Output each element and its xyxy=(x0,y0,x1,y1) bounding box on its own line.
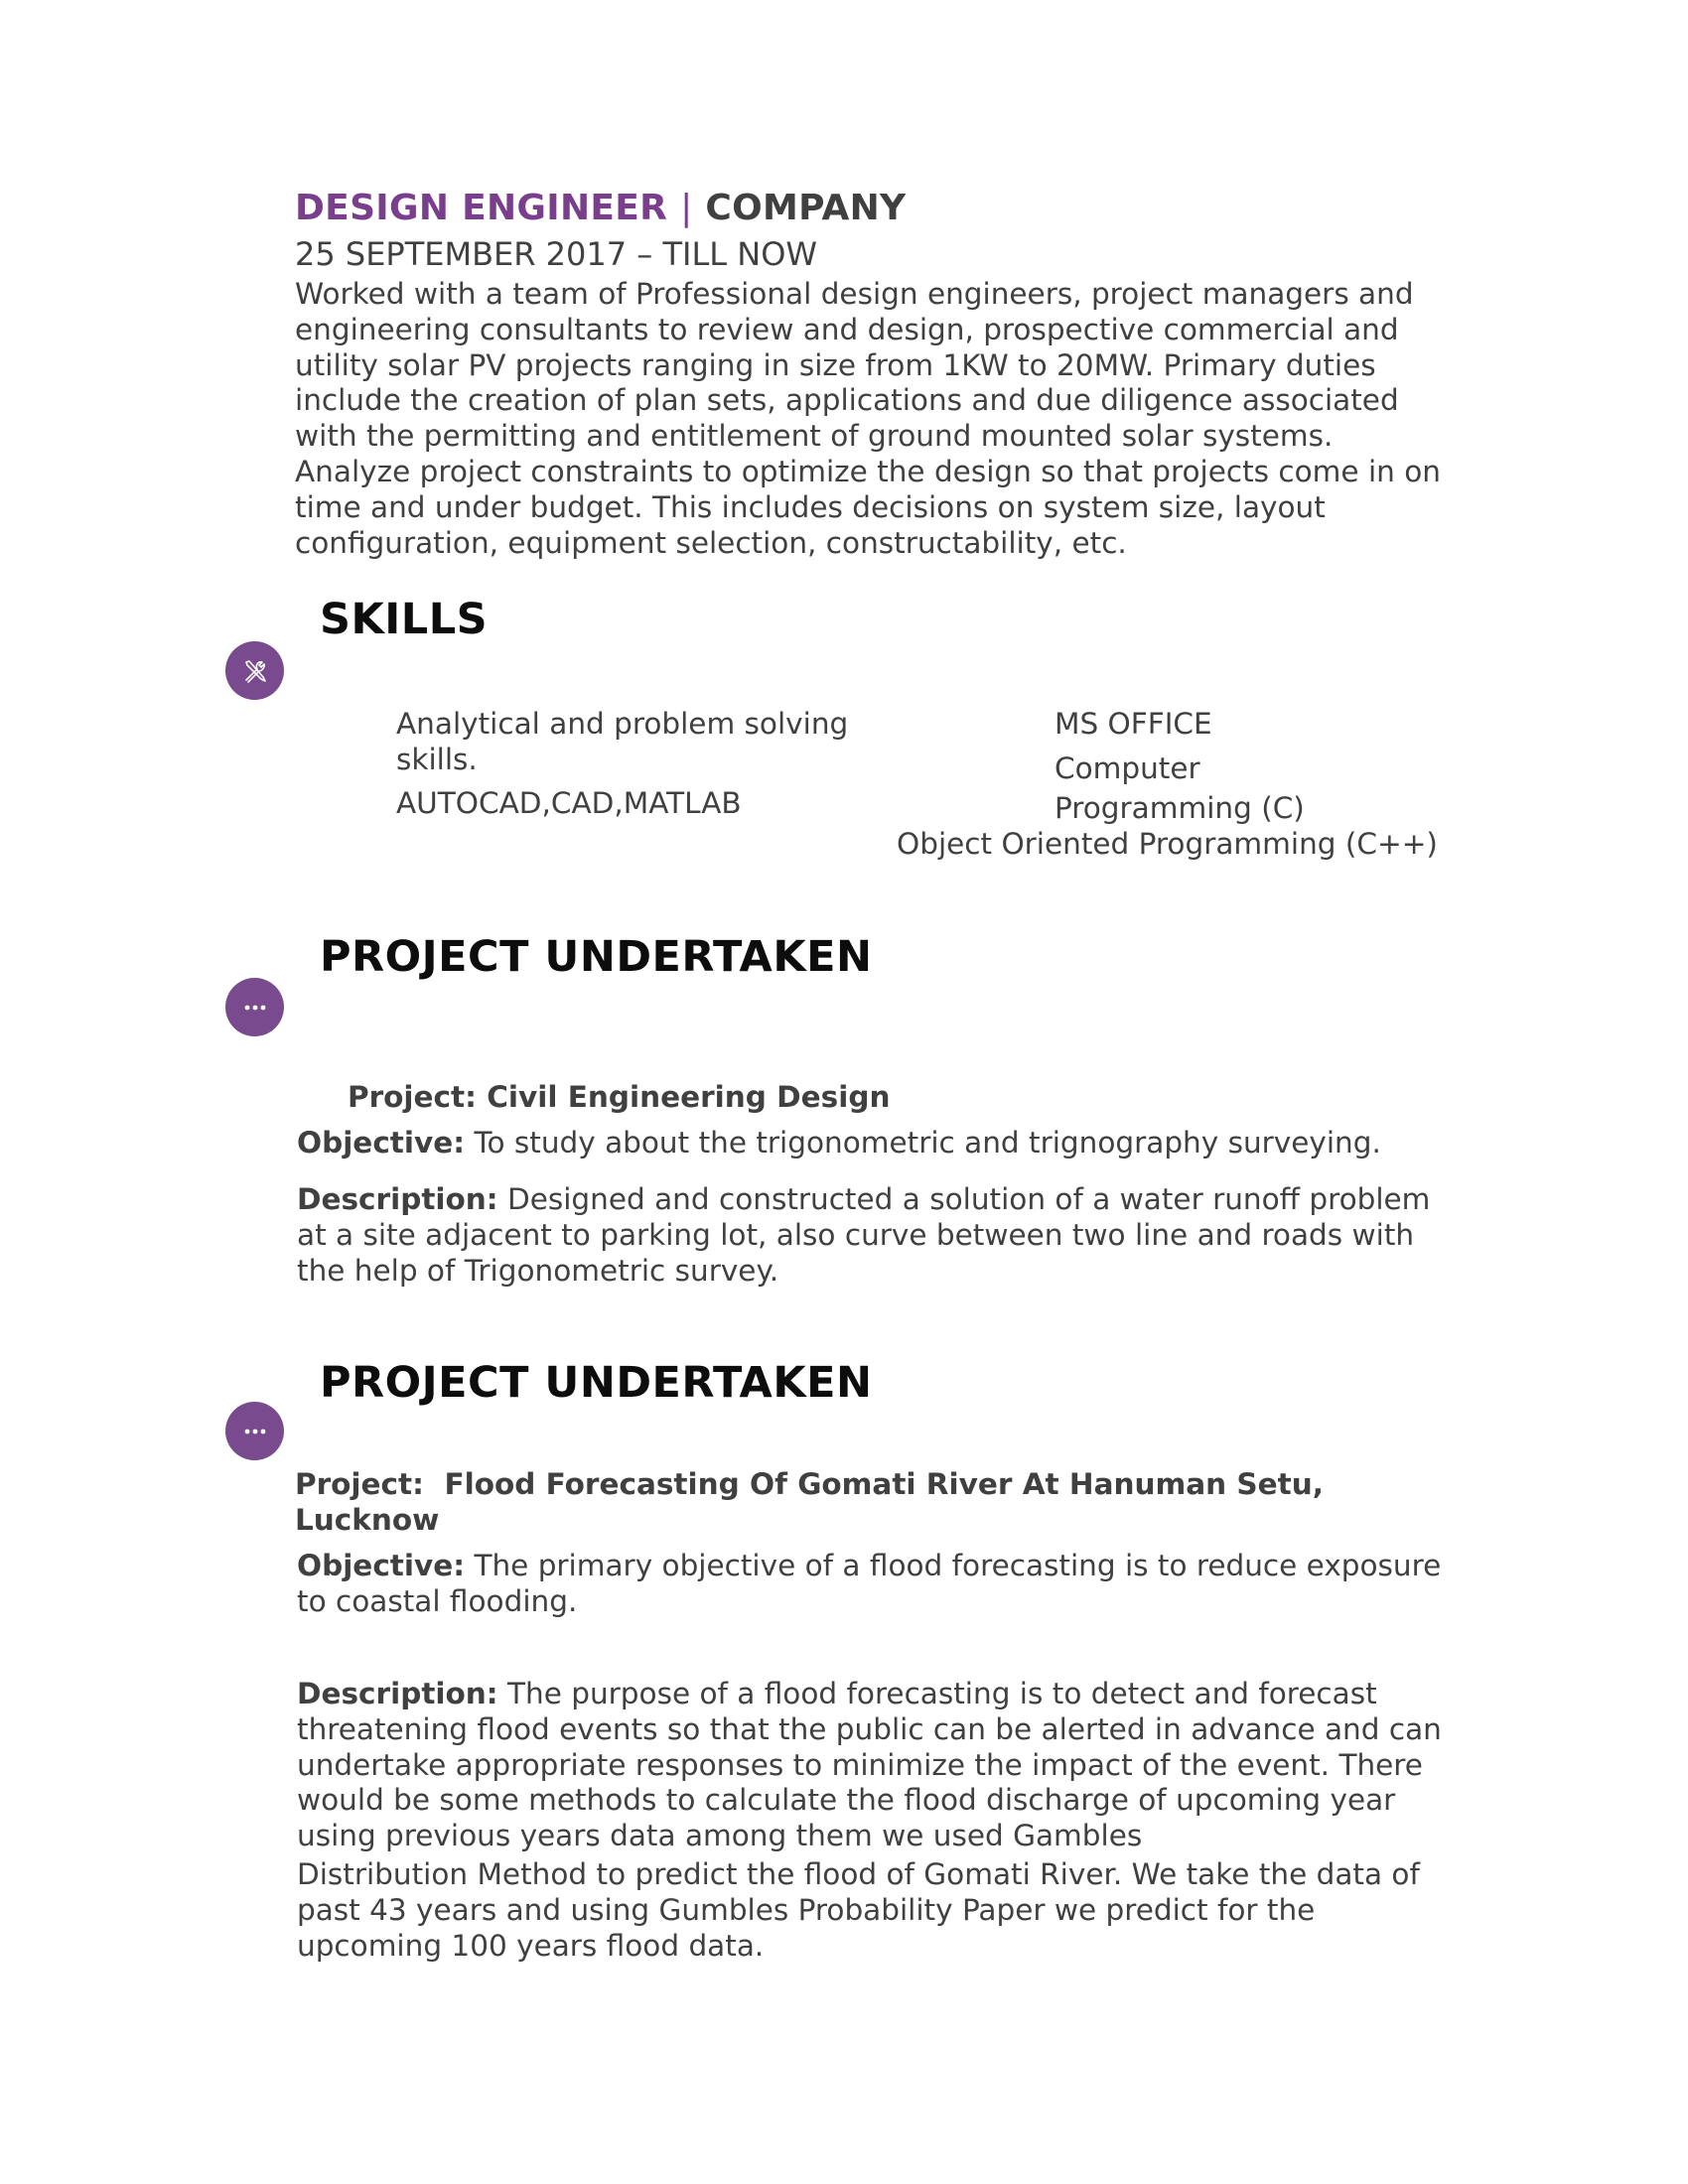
project-title-label: Project: xyxy=(348,1080,477,1114)
company-name: COMPANY xyxy=(705,188,907,228)
project-description xyxy=(297,1677,1442,1854)
project-title-value: Lucknow xyxy=(295,1502,440,1537)
skill-item: skills. xyxy=(396,743,478,776)
skills-heading: SKILLS xyxy=(320,595,489,644)
description-line: upcoming 100 years flood data. xyxy=(297,1928,765,1963)
tools-icon xyxy=(225,641,284,700)
job-description-line: time and under budget. This includes decisions on system size, layout xyxy=(295,489,1326,524)
objective-label: Objective: xyxy=(297,1126,466,1160)
description-line: undertake appropriate responses to minimize the impact of the event. There xyxy=(297,1747,1423,1782)
project-objective xyxy=(297,1549,1441,1620)
project-heading: PROJECT UNDERTAKEN xyxy=(320,932,873,982)
project-title-label: Project: xyxy=(295,1467,424,1501)
project-description xyxy=(297,1182,1430,1289)
job-description-line: configuration, equipment selection, constructability, etc. xyxy=(295,525,1127,560)
job-description-line: Worked with a team of Professional design engineers, project managers and xyxy=(295,277,1414,311)
more-dots-icon xyxy=(225,1402,284,1460)
project-description-continued xyxy=(297,1857,1420,1964)
objective-text: To study about the trigonometric and trignography surveying. xyxy=(474,1126,1381,1160)
job-description-line: Analyze project constraints to optimize the design so that projects come in on xyxy=(295,454,1441,488)
job-description-line: engineering consultants to review and design, prospective commercial and xyxy=(295,312,1399,346)
description-line: the help of Trigonometric survey. xyxy=(297,1253,779,1288)
description-label: Description: xyxy=(297,1677,498,1710)
objective-text: to coastal flooding. xyxy=(297,1583,578,1618)
project-title xyxy=(348,1080,890,1116)
title-separator: | xyxy=(680,188,693,228)
description-line: past 43 years and using Gumbles Probability Paper we predict for the xyxy=(297,1892,1316,1927)
project-title xyxy=(295,1467,1324,1539)
objective-text: The primary objective of a flood forecasting is to reduce exposure xyxy=(474,1549,1442,1582)
project-title-value: Flood Forecasting Of Gomati River At Hanuman Setu, xyxy=(444,1467,1324,1501)
job-dates: 25 SEPTEMBER 2017 – TILL NOW xyxy=(295,235,818,273)
skill-item: Programming (C) xyxy=(1055,791,1305,825)
skill-item: Computer xyxy=(1055,751,1200,785)
skill-item: AUTOCAD,CAD,MATLAB xyxy=(396,786,742,820)
description-line: would be some methods to calculate the flood discharge of upcoming year xyxy=(297,1783,1396,1818)
description-line: The purpose of a flood forecasting is to detect and forecast xyxy=(507,1677,1377,1710)
description-line: using previous years data among them we used Gambles xyxy=(297,1819,1143,1853)
project-objective xyxy=(297,1126,1381,1161)
description-line: Distribution Method to predict the flood of Gomati River. We take the data of xyxy=(297,1857,1420,1891)
job-description xyxy=(295,277,1496,561)
more-dots-icon xyxy=(225,978,284,1036)
job-title xyxy=(295,187,906,230)
description-line: threatening flood events so that the public can be alerted in advance and can xyxy=(297,1711,1442,1746)
project-title-value: Civil Engineering Design xyxy=(487,1080,891,1114)
skill-item: Analytical and problem solving xyxy=(396,707,849,741)
job-role: DESIGN ENGINEER xyxy=(295,188,668,228)
skill-item: Object Oriented Programming (C++) xyxy=(897,827,1438,861)
description-label: Description: xyxy=(297,1182,498,1216)
job-description-line: utility solar PV projects ranging in size from 1KW to 20MW. Primary duties xyxy=(295,347,1376,382)
description-line: Designed and constructed a solution of a water runoff problem xyxy=(507,1182,1431,1216)
description-line: at a site adjacent to parking lot, also curve between two line and roads with xyxy=(297,1217,1415,1252)
objective-label: Objective: xyxy=(297,1549,466,1582)
project-heading: PROJECT UNDERTAKEN xyxy=(320,1358,873,1408)
job-description-line: with the permitting and entitlement of ground mounted solar systems. xyxy=(295,419,1334,454)
job-description-line: include the creation of plan sets, applications and due diligence associated xyxy=(295,383,1399,418)
skill-item: MS OFFICE xyxy=(1055,707,1212,741)
